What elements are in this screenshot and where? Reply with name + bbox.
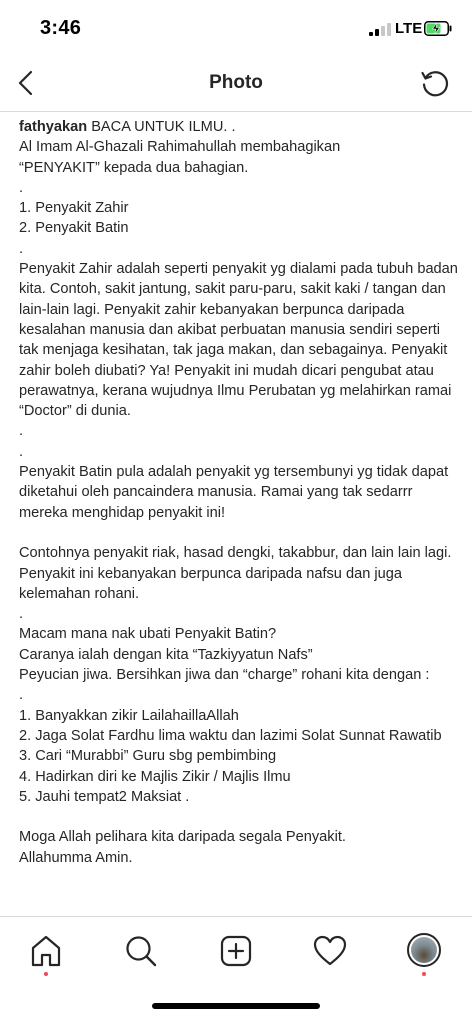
search-icon xyxy=(123,933,159,969)
add-post-icon xyxy=(218,933,254,969)
notification-dot xyxy=(44,972,48,976)
status-bar xyxy=(0,0,472,58)
refresh-icon[interactable] xyxy=(418,66,452,100)
header-bar xyxy=(0,58,472,112)
post-caption xyxy=(19,117,459,868)
bottom-nav xyxy=(0,916,472,986)
nav-activity[interactable] xyxy=(312,933,348,969)
nav-home[interactable] xyxy=(28,933,64,969)
cellular-signal-icon xyxy=(369,23,391,36)
caption-body: Al Imam Al-Ghazali Rahimahullah membahagikan “PENYAKIT” kepada dua bahagian. . 1. Penyakit Zahir 2. Penyakit Batin . Penyakit Zahir adalah seperti penyakit yg dialami pada tubuh badan kita. Contoh, sakit jantung, sakit paru-paru, sakit kaki / tangan dan lain-lain lagi. Penyakit zahir kebanyakan berpunca daripada kesalahan manusia dan akibat perbuatan manusia sendiri seperti tak menjaga kesihatan, tak jaga makan, dan sebagainya. Penyakit zahir boleh diubati? Ya! Penyakit ini mudah dicari pengubat atau perawatnya, kerana wujudnya Ilmu Perubatan yg melahirkan ramai “Doctor” di dunia. . . Penyakit Batin pula adalah penyakit yg tersembunyi yg tidak dapat diketahui oleh pancaindera manusia. Ramai yang tak sedarrr mereka menghidap penyakit ini! Contohnya penyakit riak, hasad dengki, takabbur, dan lain lain lagi. Penyakit ini kebanyakan berpunca daripada nafsu dan juga kelemahan rohani. . Macam mana nak ubati Penyakit Batin? Caranya ialah dengan kita “Tazkiyyatun Nafs” Peyucian jiwa. Bersihkan jiwa dan “charge” rohani kita dengan : . 1. Banyakkan zikir LailahaillaAllah 2. Jaga Solat Fardhu lima waktu dan lazimi Solat Sunnat Rawatib 3. Cari “Murabbi” Guru sbg pembimbing 4. Hadirkan diri ke Majlis Zikir / Majlis Ilmu 5. Jauhi tempat2 Maksiat . Moga Allah pelihara kita daripada segala Penyakit. Allahumma Amin. xyxy=(19,139,458,866)
nav-search[interactable] xyxy=(123,933,159,969)
home-indicator[interactable] xyxy=(152,1003,320,1009)
caption-username[interactable]: fathyakan xyxy=(19,119,88,135)
network-type: LTE xyxy=(395,20,423,37)
page-title: Photo xyxy=(209,72,263,93)
caption-first-line: BACA UNTUK ILMU. . xyxy=(87,119,236,135)
status-time: 3:46 xyxy=(40,17,82,39)
heart-icon xyxy=(312,933,348,969)
nav-add-post[interactable] xyxy=(218,933,254,969)
profile-avatar xyxy=(407,933,441,967)
notification-dot xyxy=(422,972,426,976)
nav-profile[interactable] xyxy=(405,933,441,969)
home-icon xyxy=(28,933,64,969)
battery-charging-icon xyxy=(424,21,452,36)
